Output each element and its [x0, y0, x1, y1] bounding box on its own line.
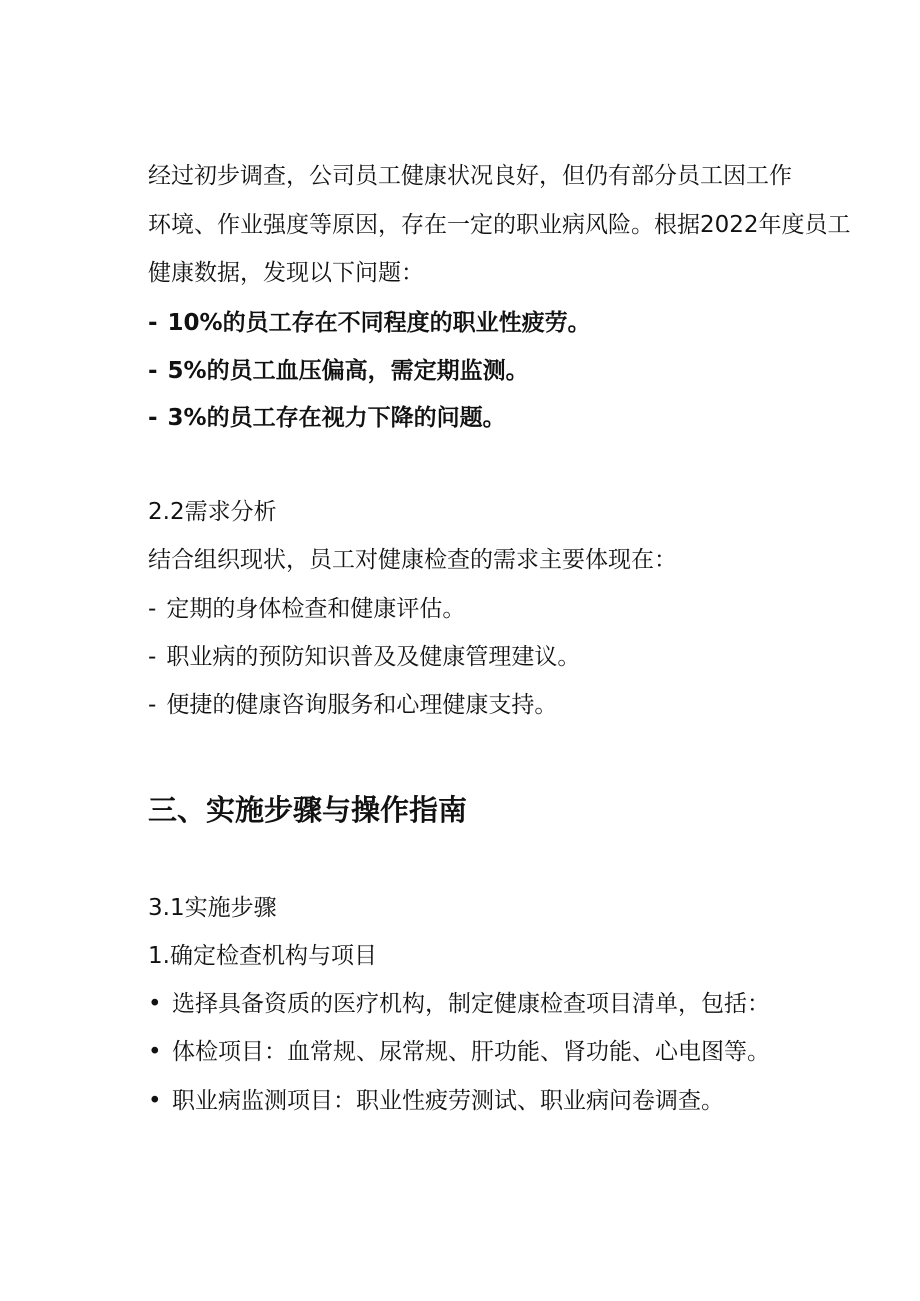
need-item-2	[148, 642, 580, 672]
intro-paragraph-line-3: 健康数据，发现以下问题：	[148, 260, 424, 286]
section-2-2-title: 2.2需求分析	[148, 499, 277, 525]
intro-paragraph-line-1: 经过初步调查，公司员工健康状况良好，但仍有部分员工因工作	[148, 163, 792, 189]
chapter-3-heading: 三、实施步骤与操作指南	[148, 793, 468, 827]
issue-item-2	[148, 356, 529, 386]
dash-marker: -	[148, 405, 158, 431]
issue-text: 5%的员工血压偏高，需定期监测。	[167, 358, 529, 384]
bullet-item-1	[148, 989, 770, 1019]
issue-text: 3%的员工存在视力下降的问题。	[167, 405, 506, 431]
step-1-title: 1.确定检查机构与项目	[148, 943, 377, 969]
bullet-text: 体检项目：血常规、尿常规、肝功能、肾功能、心电图等。	[172, 1039, 770, 1065]
intro-paragraph-line-2: 环境、作业强度等原因，存在一定的职业病风险。根据2022年度员工	[148, 212, 851, 238]
need-text: 定期的身体检查和健康评估。	[166, 596, 466, 622]
need-text: 便捷的健康咨询服务和心理健康支持。	[166, 692, 558, 718]
bullet-marker: •	[148, 1039, 162, 1065]
bullet-item-3	[148, 1086, 724, 1116]
section-3-1-title: 3.1实施步骤	[148, 895, 277, 921]
bullet-item-2	[148, 1037, 770, 1067]
issue-item-1	[148, 308, 591, 338]
section-2-2-intro: 结合组织现状，员工对健康检查的需求主要体现在：	[148, 547, 677, 573]
dash-marker: -	[148, 310, 158, 336]
dash-marker: -	[148, 692, 157, 718]
dash-marker: -	[148, 358, 158, 384]
bullet-marker: •	[148, 991, 162, 1017]
bullet-marker: •	[148, 1088, 162, 1114]
need-item-3	[148, 690, 557, 720]
bullet-text: 选择具备资质的医疗机构，制定健康检查项目清单，包括：	[172, 991, 770, 1017]
issue-item-3	[148, 403, 506, 433]
need-text: 职业病的预防知识普及及健康管理建议。	[166, 644, 581, 670]
issue-text: 10%的员工存在不同程度的职业性疲劳。	[167, 310, 591, 336]
bullet-text: 职业病监测项目：职业性疲劳测试、职业病问卷调查。	[172, 1088, 724, 1114]
dash-marker: -	[148, 596, 157, 622]
need-item-1	[148, 594, 465, 624]
dash-marker: -	[148, 644, 157, 670]
